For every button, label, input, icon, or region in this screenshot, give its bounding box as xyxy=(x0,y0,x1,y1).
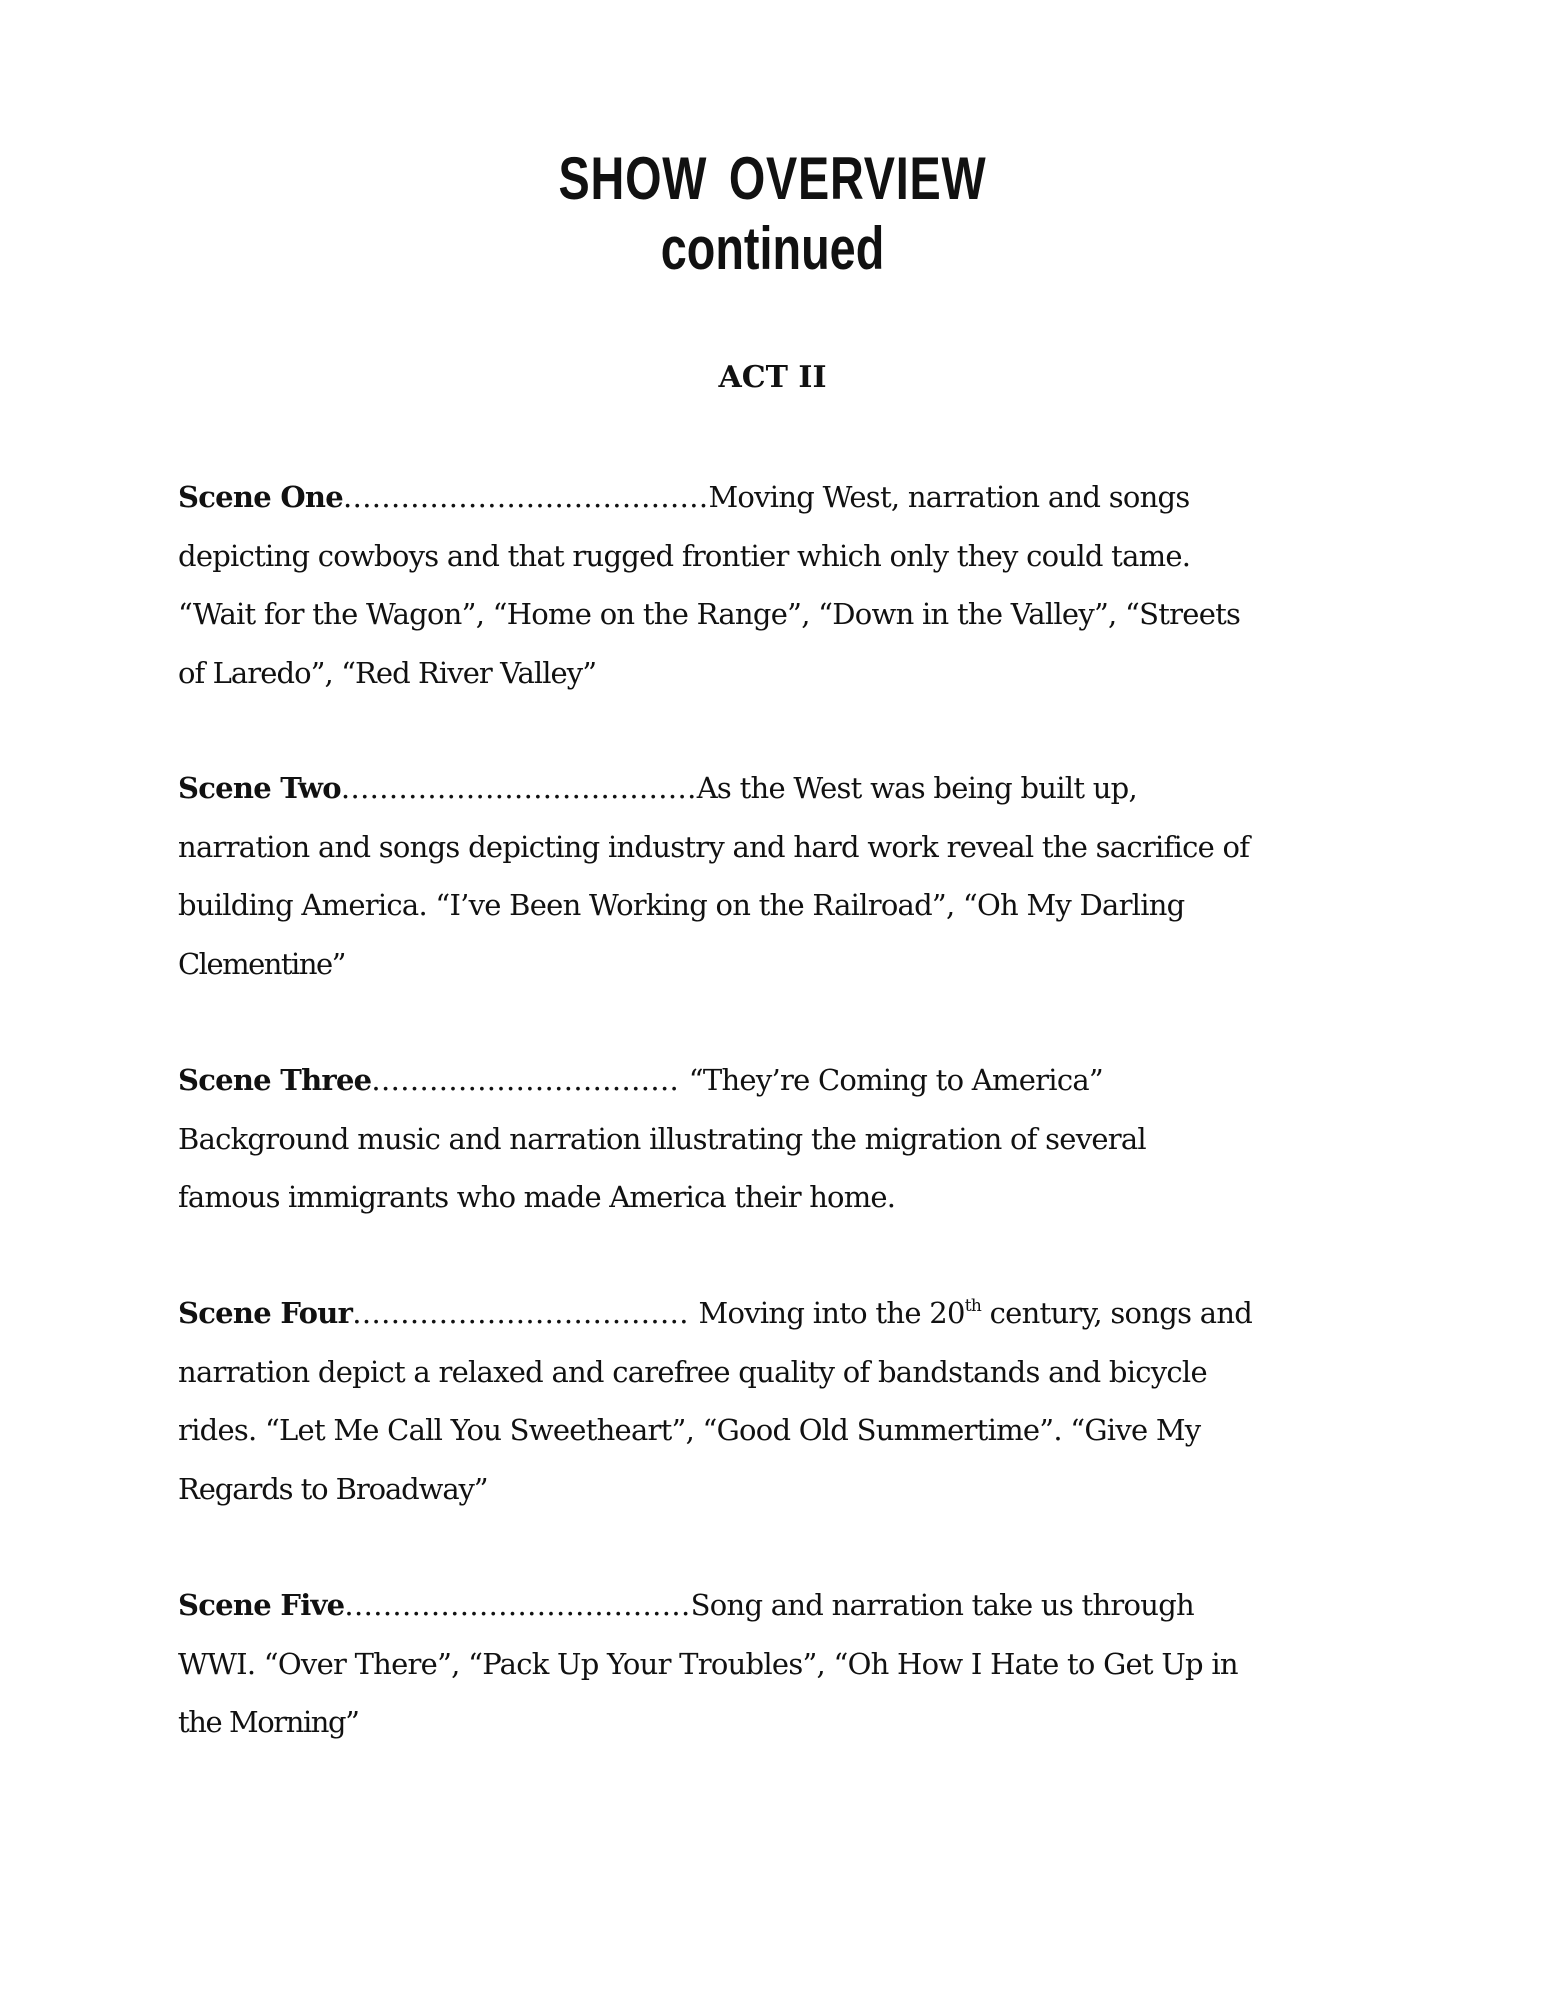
scene-line: narration and songs depicting industry and hard work reveal the sacrifice of xyxy=(178,829,1250,864)
scene-line: “Wait for the Wagon”, “Home on the Range”, “Down in the Valley”, “Streets xyxy=(178,597,1241,631)
scene-line: the Morning” xyxy=(178,1705,359,1739)
scene-two xyxy=(178,759,1378,993)
scene-line xyxy=(178,468,1378,527)
scene-text: century, songs and xyxy=(981,1296,1253,1330)
scene-line: Regards to Broadway” xyxy=(178,1471,488,1506)
page-title: SHOW OVERVIEW xyxy=(558,145,987,212)
scene-text: Song and narration take us through xyxy=(690,1588,1195,1622)
ordinal-suffix: th xyxy=(964,1296,982,1316)
scene-line: famous immigrants who made America their home. xyxy=(178,1180,896,1214)
scene-three xyxy=(178,1051,1378,1227)
scene-line: WWI. “Over There”, “Pack Up Your Troubles”, “Oh How I Hate to Get Up in xyxy=(178,1646,1238,1681)
scene-line xyxy=(178,1576,1378,1635)
dot-leader: ................................ xyxy=(371,1063,689,1097)
act-heading: ACT II xyxy=(718,360,827,395)
scene-line xyxy=(178,1051,1378,1110)
scene-line: rides. “Let Me Call You Sweetheart”, “Good Old Summertime”. “Give My xyxy=(178,1413,1201,1447)
scene-name: Scene Three xyxy=(178,1063,372,1097)
dot-leader: ...................................... xyxy=(342,480,709,514)
scene-line: Background music and narration illustrating the migration of several xyxy=(178,1121,1146,1156)
scene-line: Clementine” xyxy=(178,946,345,981)
scene-one xyxy=(178,468,1378,702)
dot-leader: ..................................... xyxy=(340,771,697,805)
scene-line: depicting cowboys and that rugged frontier which only they could tame. xyxy=(178,538,1191,573)
scene-name: Scene One xyxy=(178,480,343,514)
scene-line xyxy=(178,759,1378,818)
scene-line: building America. “I’ve Been Working on the Railroad”, “Oh My Darling xyxy=(178,888,1185,922)
scene-five xyxy=(178,1576,1378,1752)
scene-line: of Laredo”, “Red River Valley” xyxy=(178,655,597,690)
scene-line: narration depict a relaxed and carefree quality of bandstands and bicycle xyxy=(178,1354,1207,1389)
scene-name: Scene Four xyxy=(178,1296,353,1330)
scene-text: Moving into the 20 xyxy=(698,1296,965,1330)
scene-text: As the West was being built up, xyxy=(696,771,1138,805)
scene-text: “They’re Coming to America” xyxy=(688,1063,1103,1097)
scene-four xyxy=(178,1284,1378,1518)
scene-name: Scene Five xyxy=(178,1588,345,1622)
scene-text: Moving West, narration and songs xyxy=(708,480,1190,514)
page-subtitle: continued xyxy=(660,215,885,282)
scene-line xyxy=(178,1284,1378,1343)
scene-name: Scene Two xyxy=(178,771,341,805)
dot-leader: .................................... xyxy=(344,1588,691,1622)
dot-leader: ................................... xyxy=(352,1296,699,1330)
